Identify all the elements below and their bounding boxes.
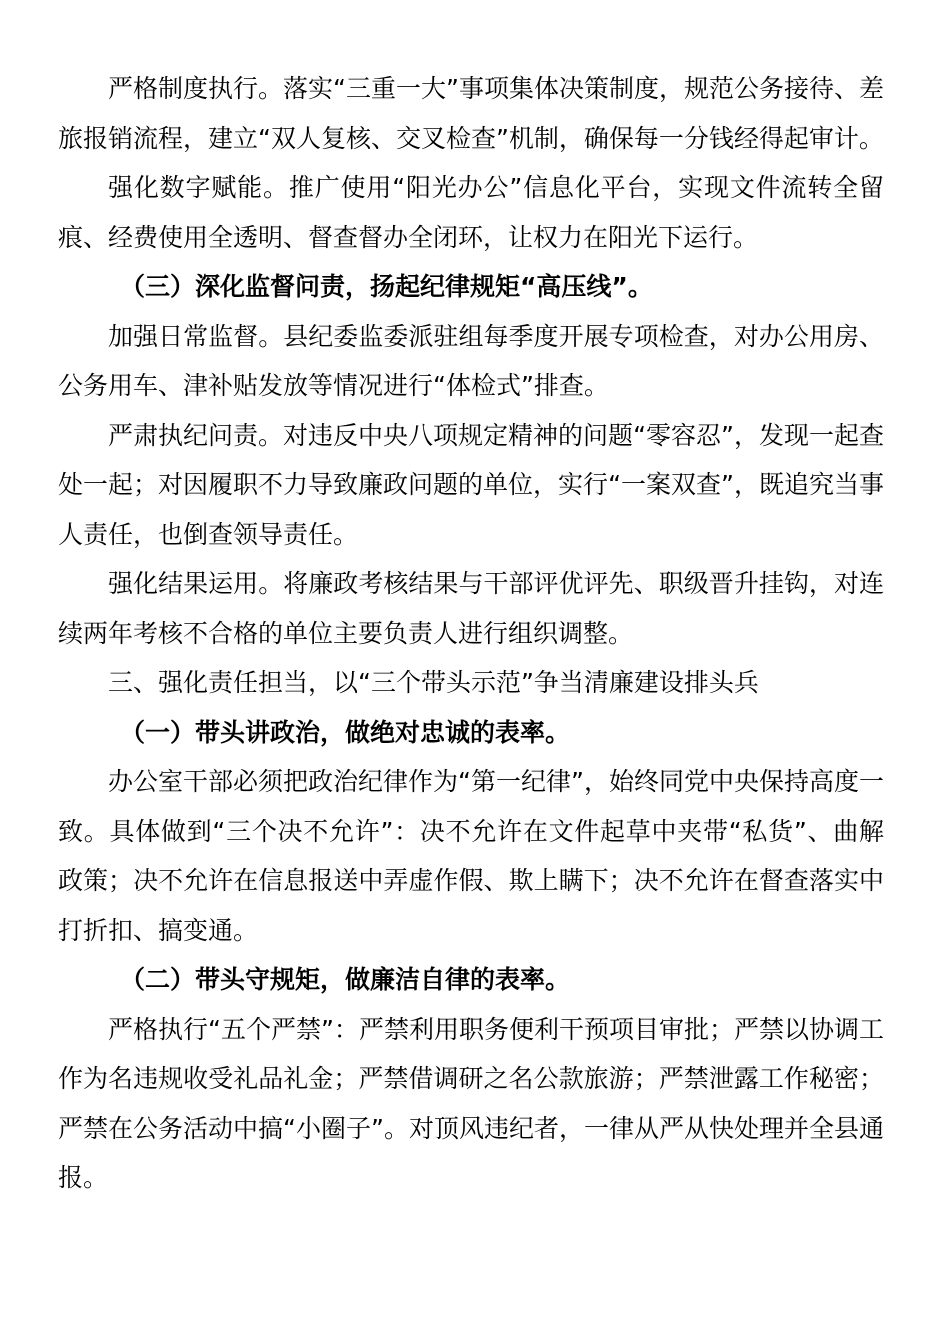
chapter-heading-responsibility: 三、强化责任担当，以“三个带头示范”争当清廉建设排头兵 [108, 668, 759, 697]
paragraph-five-prohibitions: 严格执行“五个严禁”：严禁利用职务便利干预项目审批；严禁以协调工作为名违规收受礼品礼金；严禁借调研之名公款旅游；严禁泄露工作秘密；严禁在公务活动中搞“小圈子”。对顶风违纪者，一律从严从快处理并全县通报。 [58, 1014, 884, 1192]
section-heading-politics: （一）带头讲政治，做绝对忠诚的表率。 [120, 717, 571, 747]
paragraph-result-application: 强化结果运用。将廉政考核结果与干部评优评先、职级晋升挂钩，对连续两年考核不合格的单位主要负责人进行组织调整。 [58, 569, 884, 648]
section-heading-supervision: （三）深化监督问责，扬起纪律规矩“高压线”。 [120, 272, 653, 301]
paragraph-daily-supervision: 加强日常监督。县纪委监委派驻组每季度开展专项检查，对办公用房、公务用车、津补贴发放等情况进行“体检式”排查。 [58, 321, 884, 400]
paragraph-digital-empowerment: 强化数字赋能。推广使用“阳光办公”信息化平台，实现文件流转全留痕、经费使用全透明、督查督办全闭环，让权力在阳光下运行。 [58, 173, 884, 252]
document-body [58, 64, 884, 1203]
paragraph-political-discipline: 办公室干部必须把政治纪律作为“第一纪律”，始终同党中央保持高度一致。具体做到“三个决不允许”：决不允许在文件起草中夹带“私货”、曲解政策；决不允许在信息报送中弄虚作假、欺上瞒下；决不允许在督查落实中打折扣、搞变通。 [58, 767, 884, 945]
paragraph-strict-system: 严格制度执行。落实“三重一大”事项集体决策制度，规范公务接待、差旅报销流程，建立“双人复核、交叉检查”机制，确保每一分钱经得起审计。 [58, 74, 884, 153]
section-heading-rules: （二）带头守规矩，做廉洁自律的表率。 [120, 965, 571, 994]
paragraph-accountability: 严肃执纪问责。对违反中央八项规定精神的问题“零容忍”，发现一起查处一起；对因履职不力导致廉政问题的单位，实行“一案双查”，既追究当事人责任，也倒查领导责任。 [58, 420, 884, 549]
